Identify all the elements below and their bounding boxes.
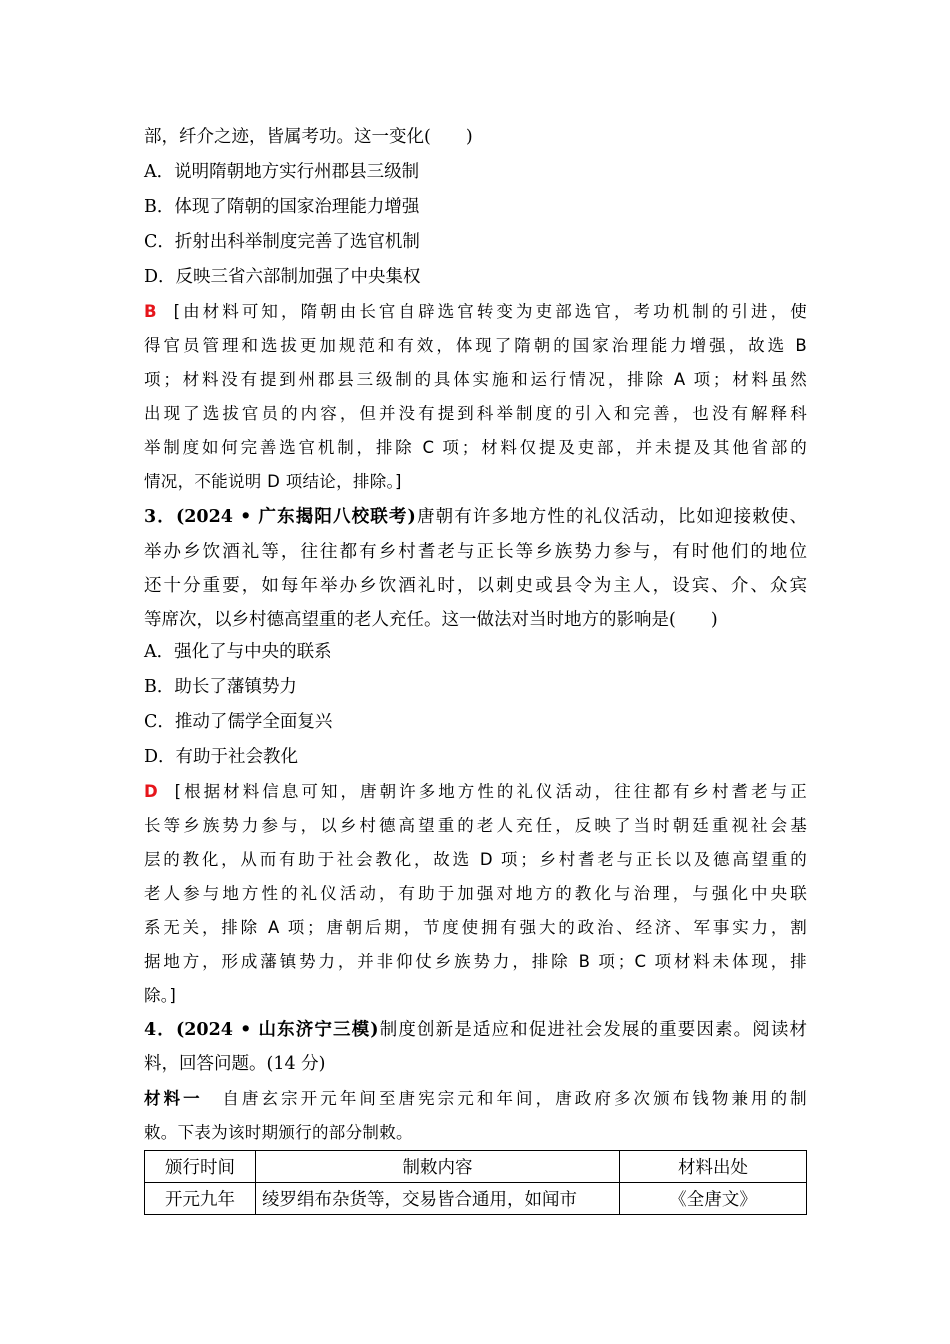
q3-stem-line: 举办乡饮酒礼等，往往都有乡村耆老与正长等乡族势力参与，有时他们的地位 (144, 542, 807, 562)
q3-explanation-line: D [根据材料信息可知，唐朝许多地方性的礼仪活动，往往都有乡村耆老与正 (144, 782, 807, 801)
q4-stem-line: 4．(2024 • 山东济宁三模)制度创新是适应和促进社会发展的重要因素。阅读材 (144, 1020, 807, 1040)
table-header-cell: 制敕内容 (256, 1151, 620, 1183)
q3-stem-line: 3．(2024 • 广东揭阳八校联考)唐朝有许多地方性的礼仪活动，比如迎接敕使、 (144, 507, 807, 527)
q3-option-d: D．有助于社会教化 (144, 747, 299, 767)
table-header-cell: 颁行时间 (145, 1151, 256, 1183)
q3-explanation-line: 老人参与地方性的礼仪活动，有助于加强对地方的教化与治理，与强化中央联 (144, 884, 807, 903)
q4-source: (2024 • 山东济宁三模) (175, 1020, 379, 1040)
q2-explanation-line: 项；材料没有提到州郡县三级制的具体实施和运行情况，排除 A 项；材料虽然 (144, 370, 807, 389)
q2-option-a: A．说明隋朝地方实行州郡县三级制 (144, 162, 420, 182)
q3-option-a: A．强化了与中央的联系 (144, 642, 332, 662)
q3-answer: D (144, 782, 158, 801)
table-header-row (145, 1151, 807, 1183)
q3-source: (2024 • 广东揭阳八校联考) (175, 507, 416, 527)
table-cell: 开元九年 (145, 1183, 256, 1215)
material1-line: 材料一 自唐玄宗开元年间至唐宪宗元和年间，唐政府多次颁布钱物兼用的制 (144, 1089, 807, 1108)
q2-explanation-line: 情况，不能说明 D 项结论，排除。] (144, 472, 402, 491)
table-header-cell: 材料出处 (620, 1151, 807, 1183)
q3-explanation-line: 长等乡族势力参与，以乡村德高望重的老人充任，反映了当时朝廷重视社会基 (144, 816, 807, 835)
q2-stem-end: 部，纤介之迹，皆属考功。这一变化( ) (144, 127, 473, 147)
q2-answer: B (144, 302, 157, 321)
q3-explanation-line: 据地方，形成藩镇势力，并非仰仗乡族势力，排除 B 项；C 项材料未体现，排 (144, 952, 807, 971)
q3-explanation-line: 层的教化，从而有助于社会教化，故选 D 项；乡村耆老与正长以及德高望重的 (144, 850, 807, 869)
table-cell: 《全唐文》 (620, 1183, 807, 1215)
q3-explanation-line: 除。] (144, 986, 177, 1005)
q2-explanation-line: B [由材料可知，隋朝由长官自辟选官转变为吏部选官，考功机制的引进，使 (144, 302, 808, 321)
q2-option-d: D．反映三省六部制加强了中央集权 (144, 267, 421, 287)
q4-stem-line: 料，回答问题。(14 分) (144, 1054, 326, 1074)
q2-option-b: B．体现了隋朝的国家治理能力增强 (144, 197, 420, 217)
edict-table (144, 1150, 807, 1215)
q3-stem-line: 还十分重要，如每年举办乡饮酒礼时，以刺史或县令为主人，设宾、介、众宾 (144, 576, 807, 596)
q2-explanation-line: 举制度如何完善选官机制，排除 C 项；材料仅提及吏部，并未提及其他省部的 (144, 438, 807, 457)
q2-explanation-line: 出现了选拔官员的内容，但并没有提到科举制度的引入和完善，也没有解释科 (144, 404, 807, 423)
q3-stem-line: 等席次，以乡村德高望重的老人充任。这一做法对当时地方的影响是( ) (144, 610, 718, 630)
q3-option-b: B．助长了藩镇势力 (144, 677, 297, 697)
q3-explanation-line: 系无关，排除 A 项；唐朝后期，节度使拥有强大的政治、经济、军事实力，割 (144, 918, 807, 937)
q2-option-c: C．折射出科举制度完善了选官机制 (144, 232, 420, 252)
table-row (145, 1183, 807, 1215)
material1-label: 材料一 (144, 1089, 203, 1108)
q3-option-c: C．推动了儒学全面复兴 (144, 712, 333, 732)
table-cell: 绫罗绢布杂货等，交易皆合通用，如闻市 (256, 1183, 620, 1215)
material1-line: 敕。下表为该时期颁行的部分制敕。 (144, 1123, 413, 1142)
q2-explanation-line: 得官员管理和选拔更加规范和有效，体现了隋朝的国家治理能力增强，故选 B (144, 336, 807, 355)
